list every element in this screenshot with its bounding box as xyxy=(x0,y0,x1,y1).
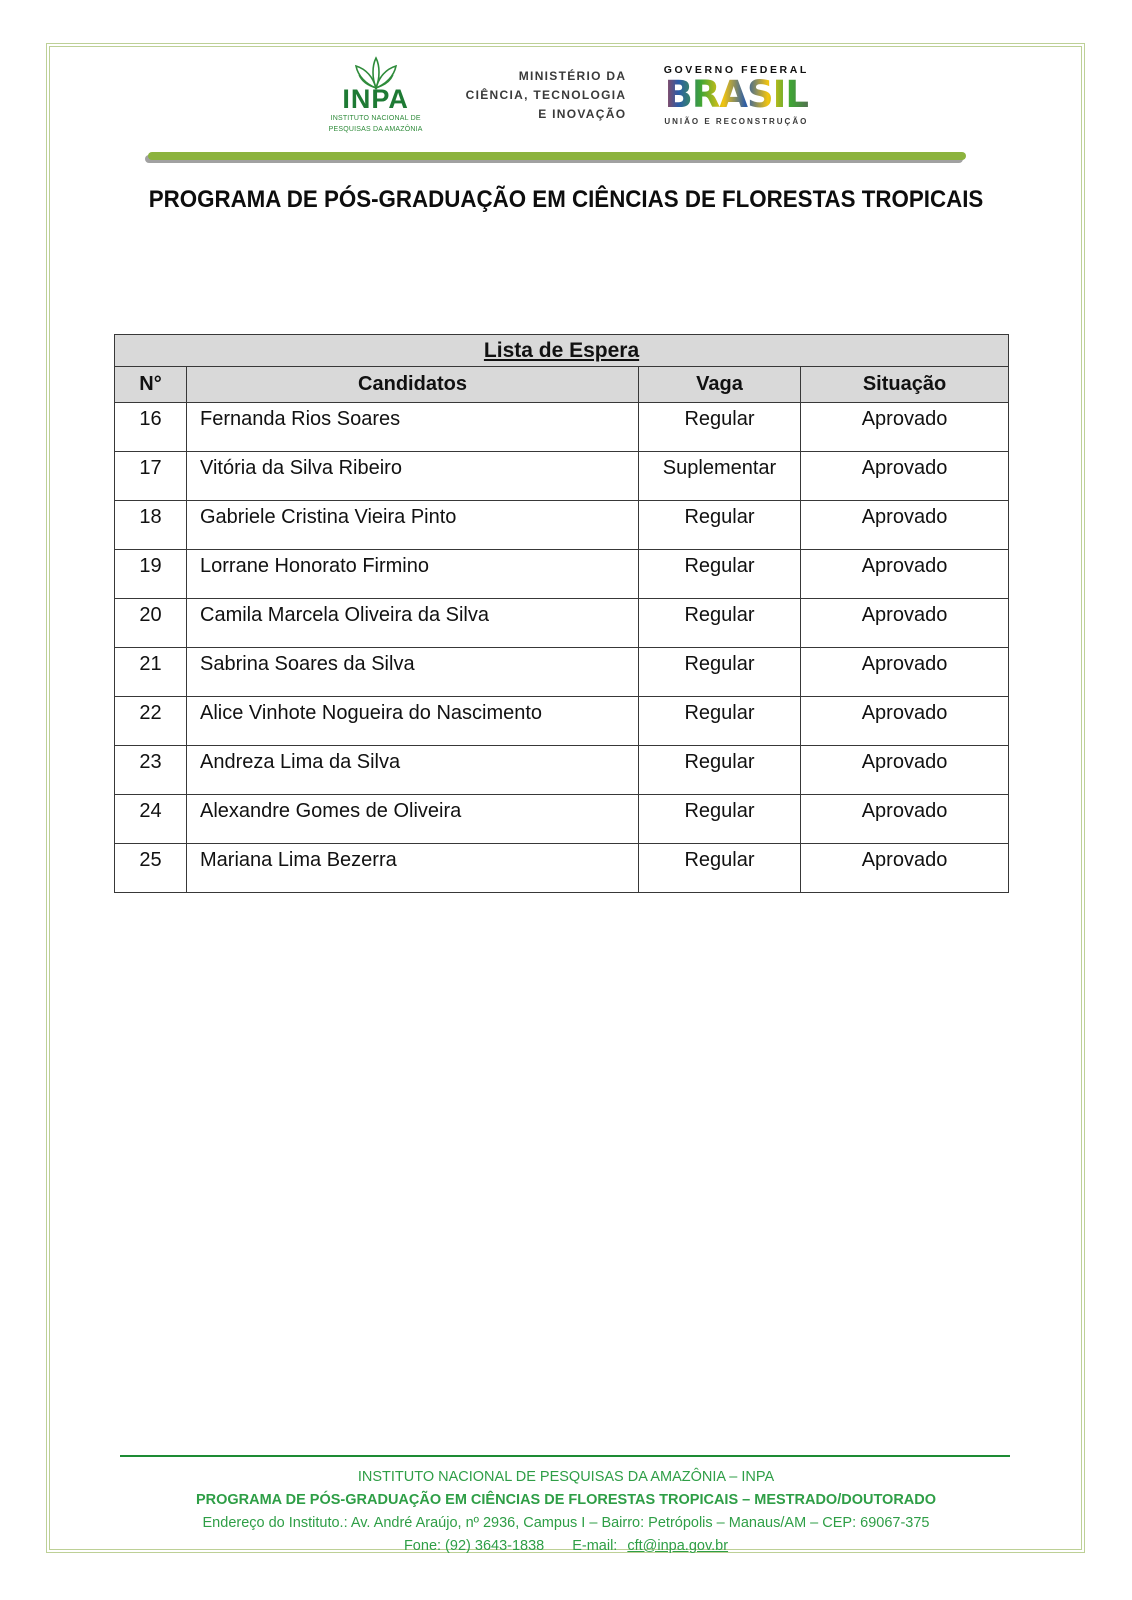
cell-candidato: Vitória da Silva Ribeiro xyxy=(187,452,639,501)
table-row xyxy=(115,648,1009,697)
uniao-reconstrucao-label: UNIÃO E RECONSTRUÇÃO xyxy=(664,117,809,127)
footer-contact xyxy=(0,1537,1132,1556)
table-row xyxy=(115,599,1009,648)
column-header-numero: N° xyxy=(115,367,187,403)
table-row xyxy=(115,795,1009,844)
cell-candidato: Gabriele Cristina Vieira Pinto xyxy=(187,501,639,550)
cell-numero: 17 xyxy=(115,452,187,501)
footer xyxy=(0,1468,1132,1559)
cell-situacao: Aprovado xyxy=(801,746,1009,795)
cell-candidato: Alexandre Gomes de Oliveira xyxy=(187,795,639,844)
inpa-wordmark: INPA xyxy=(342,84,409,114)
governo-federal-logo xyxy=(656,64,816,126)
cell-numero: 22 xyxy=(115,697,187,746)
cell-numero: 16 xyxy=(115,403,187,452)
cell-situacao: Aprovado xyxy=(801,452,1009,501)
inpa-subtitle-line2: PESQUISAS DA AMAZÔNIA xyxy=(328,125,423,133)
inpa-subtitle-line1: INSTITUTO NACIONAL DE xyxy=(330,115,421,122)
ministry-wordmark xyxy=(466,67,627,123)
brasil-wordmark: BRASIL xyxy=(656,76,816,115)
cell-vaga: Regular xyxy=(639,697,801,746)
cell-vaga: Regular xyxy=(639,599,801,648)
cell-candidato: Lorrane Honorato Firmino xyxy=(187,550,639,599)
column-header-vaga: Vaga xyxy=(639,367,801,403)
column-header-situacao: Situação xyxy=(801,367,1009,403)
cell-vaga: Regular xyxy=(639,844,801,893)
ministry-line3: E INOVAÇÃO xyxy=(538,106,627,121)
cell-candidato: Mariana Lima Bezerra xyxy=(187,844,639,893)
cell-situacao: Aprovado xyxy=(801,697,1009,746)
table-row xyxy=(115,452,1009,501)
footer-divider-line xyxy=(120,1455,1010,1457)
inpa-logo xyxy=(316,56,436,135)
cell-vaga: Regular xyxy=(639,746,801,795)
footer-program-name: PROGRAMA DE PÓS-GRADUAÇÃO EM CIÊNCIAS DE FLORESTAS TROPICAIS – MESTRADO/DOUTORADO xyxy=(195,1491,937,1508)
table-row xyxy=(115,550,1009,599)
table-row xyxy=(115,746,1009,795)
table-row xyxy=(115,844,1009,893)
cell-candidato: Alice Vinhote Nogueira do Nascimento xyxy=(187,697,639,746)
header-logos xyxy=(0,56,1132,135)
table-title-row xyxy=(115,335,1009,367)
ministry-line1: MINISTÉRIO DA xyxy=(518,69,627,84)
cell-candidato: Camila Marcela Oliveira da Silva xyxy=(187,599,639,648)
cell-numero: 19 xyxy=(115,550,187,599)
cell-situacao: Aprovado xyxy=(801,501,1009,550)
column-header-candidatos: Candidatos xyxy=(187,367,639,403)
page-title: PROGRAMA DE PÓS-GRADUAÇÃO EM CIÊNCIAS DE FLORESTAS TROPICAIS xyxy=(148,186,984,213)
cell-numero: 25 xyxy=(115,844,187,893)
governo-federal-label: GOVERNO FEDERAL xyxy=(663,64,809,77)
cell-numero: 21 xyxy=(115,648,187,697)
cell-situacao: Aprovado xyxy=(801,403,1009,452)
cell-situacao: Aprovado xyxy=(801,648,1009,697)
cell-vaga: Regular xyxy=(639,648,801,697)
cell-situacao: Aprovado xyxy=(801,844,1009,893)
cell-numero: 20 xyxy=(115,599,187,648)
table-title-cell xyxy=(115,335,1009,367)
cell-vaga: Regular xyxy=(639,550,801,599)
cell-candidato: Sabrina Soares da Silva xyxy=(187,648,639,697)
cell-numero: 18 xyxy=(115,501,187,550)
table-row xyxy=(115,501,1009,550)
wait-list-table xyxy=(114,334,1009,893)
cell-situacao: Aprovado xyxy=(801,795,1009,844)
green-accent-bar xyxy=(148,152,966,160)
footer-email-label: E-mail: xyxy=(572,1537,618,1554)
cell-numero: 24 xyxy=(115,795,187,844)
cell-vaga: Regular xyxy=(639,501,801,550)
cell-situacao: Aprovado xyxy=(801,599,1009,648)
cell-vaga: Regular xyxy=(639,795,801,844)
table-row xyxy=(115,403,1009,452)
footer-address: Endereço do Instituto.: Av. André Araújo, nº 2936, Campus I – Bairro: Petrópolis – Manaus/AM – CEP: 69067-375 xyxy=(202,1514,930,1531)
footer-email-link[interactable]: cft@inpa.gov.br xyxy=(627,1537,729,1554)
footer-phone: Fone: (92) 3643-1838 xyxy=(403,1537,545,1554)
ministry-line2: CIÊNCIA, TECNOLOGIA xyxy=(465,87,627,102)
cell-vaga: Regular xyxy=(639,403,801,452)
cell-vaga: Suplementar xyxy=(639,452,801,501)
cell-numero: 23 xyxy=(115,746,187,795)
table-title: Lista de Espera xyxy=(483,338,640,362)
table-row xyxy=(115,697,1009,746)
footer-institute-name: INSTITUTO NACIONAL DE PESQUISAS DA AMAZÔNIA – INPA xyxy=(357,1469,775,1485)
cell-candidato: Fernanda Rios Soares xyxy=(187,403,639,452)
cell-candidato: Andreza Lima da Silva xyxy=(187,746,639,795)
table-header-row xyxy=(115,367,1009,403)
cell-situacao: Aprovado xyxy=(801,550,1009,599)
